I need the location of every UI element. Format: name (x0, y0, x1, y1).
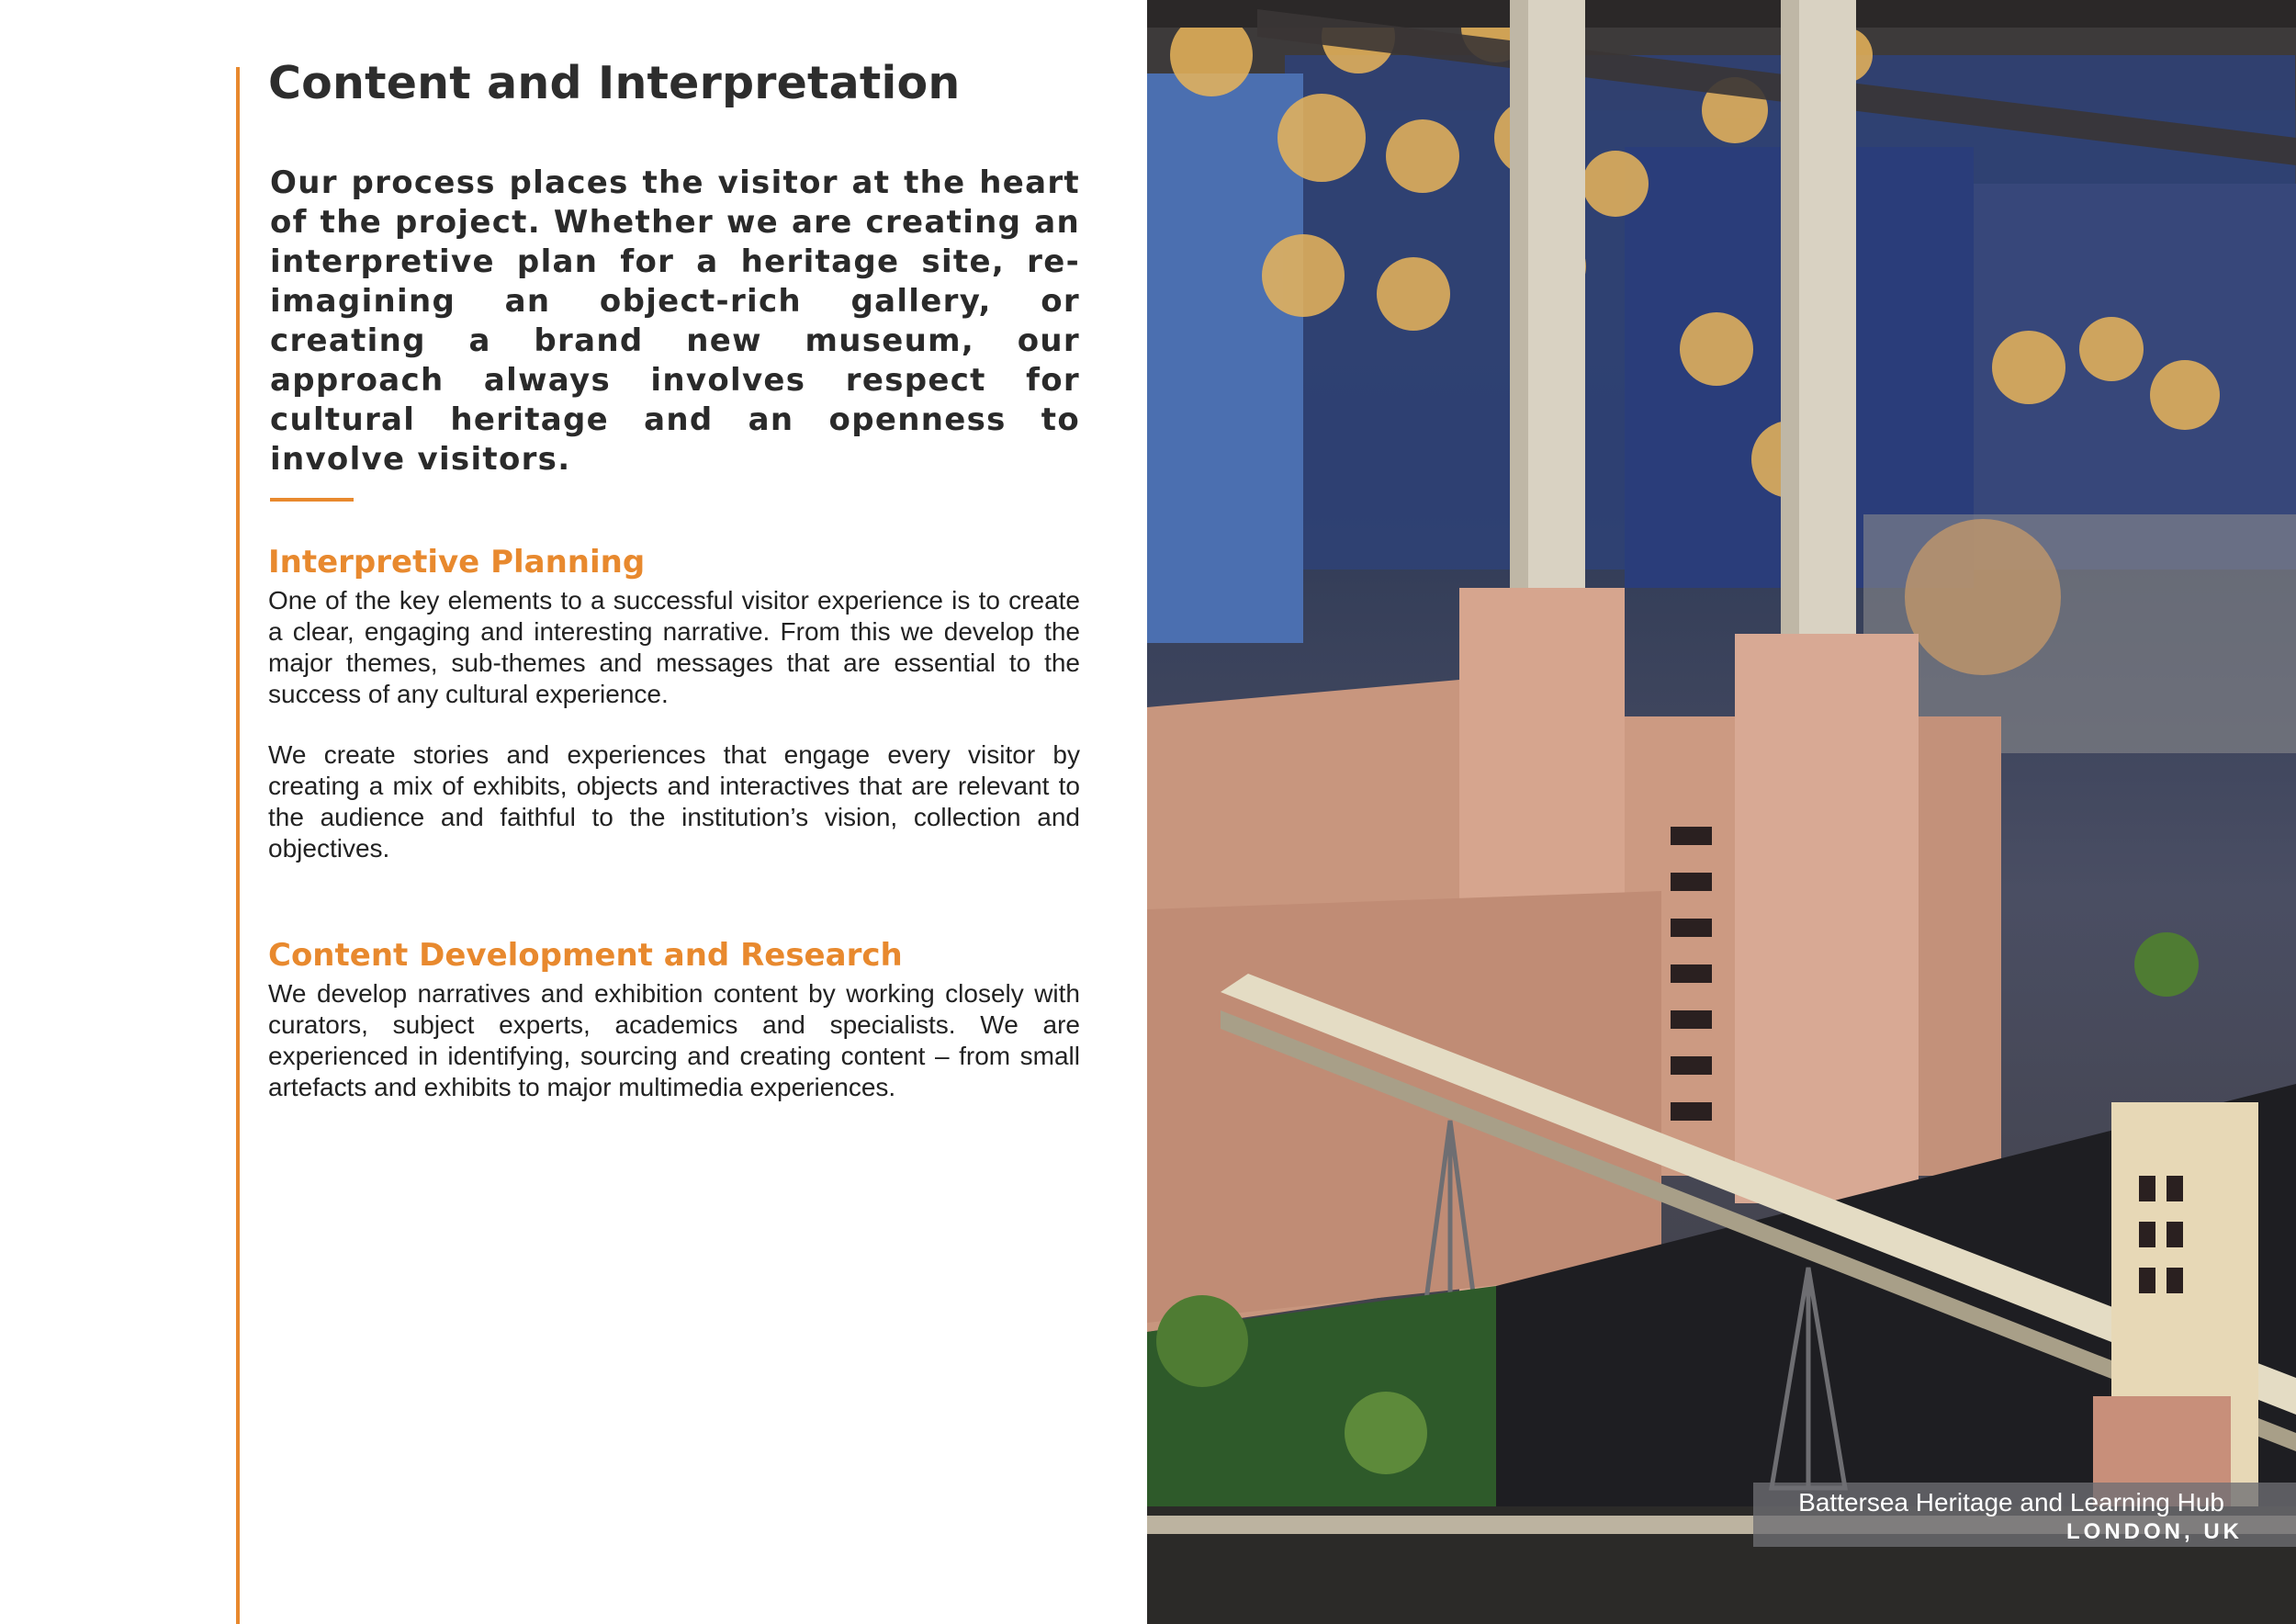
section-paragraph: We create stories and experiences that engage every visitor by creating a mix of exhibits, objects and interactives that are relevant to the audience and faithful to the institution’s vision, collection and objectives. (268, 740, 1080, 863)
photo-caption (1753, 1483, 2296, 1547)
section-paragraph: One of the key elements to a successful visitor experience is to create a clear, engaging and interesting narrative. From this we develop the major themes, sub-themes and messages that are essential to the success of any cultural experience. (268, 586, 1080, 708)
section-paragraph: We develop narratives and exhibition content by working closely with curators, subject experts, academics and specialists. We are experienced in identifying, sourcing and creating content – from small artefacts and exhibits to major multimedia experiences. (268, 979, 1080, 1101)
section-heading-content-development: Content Development and Research (268, 937, 903, 974)
caption-location: LONDON, UK (2066, 1519, 2243, 1544)
text-column (268, 55, 1080, 1101)
accent-vertical-rule (236, 67, 240, 1624)
intro-paragraph: Our process places the visitor at the heart of the project. Whether we are creating an interpretive plan for a heritage site, re-imagining an object-rich gallery, or creating a brand new museum, our approach always involves respect for cultural heritage and an openness to involve visitors. (270, 164, 1080, 478)
caption-site-name: Battersea Heritage and Learning Hub (1798, 1488, 2224, 1517)
accent-short-rule (270, 498, 354, 502)
photo-illustration (1147, 0, 2296, 1624)
page-title: Content and Interpretation (268, 57, 961, 109)
battersea-model-photo (1147, 0, 2296, 1624)
section-heading-interpretive-planning: Interpretive Planning (268, 544, 646, 581)
